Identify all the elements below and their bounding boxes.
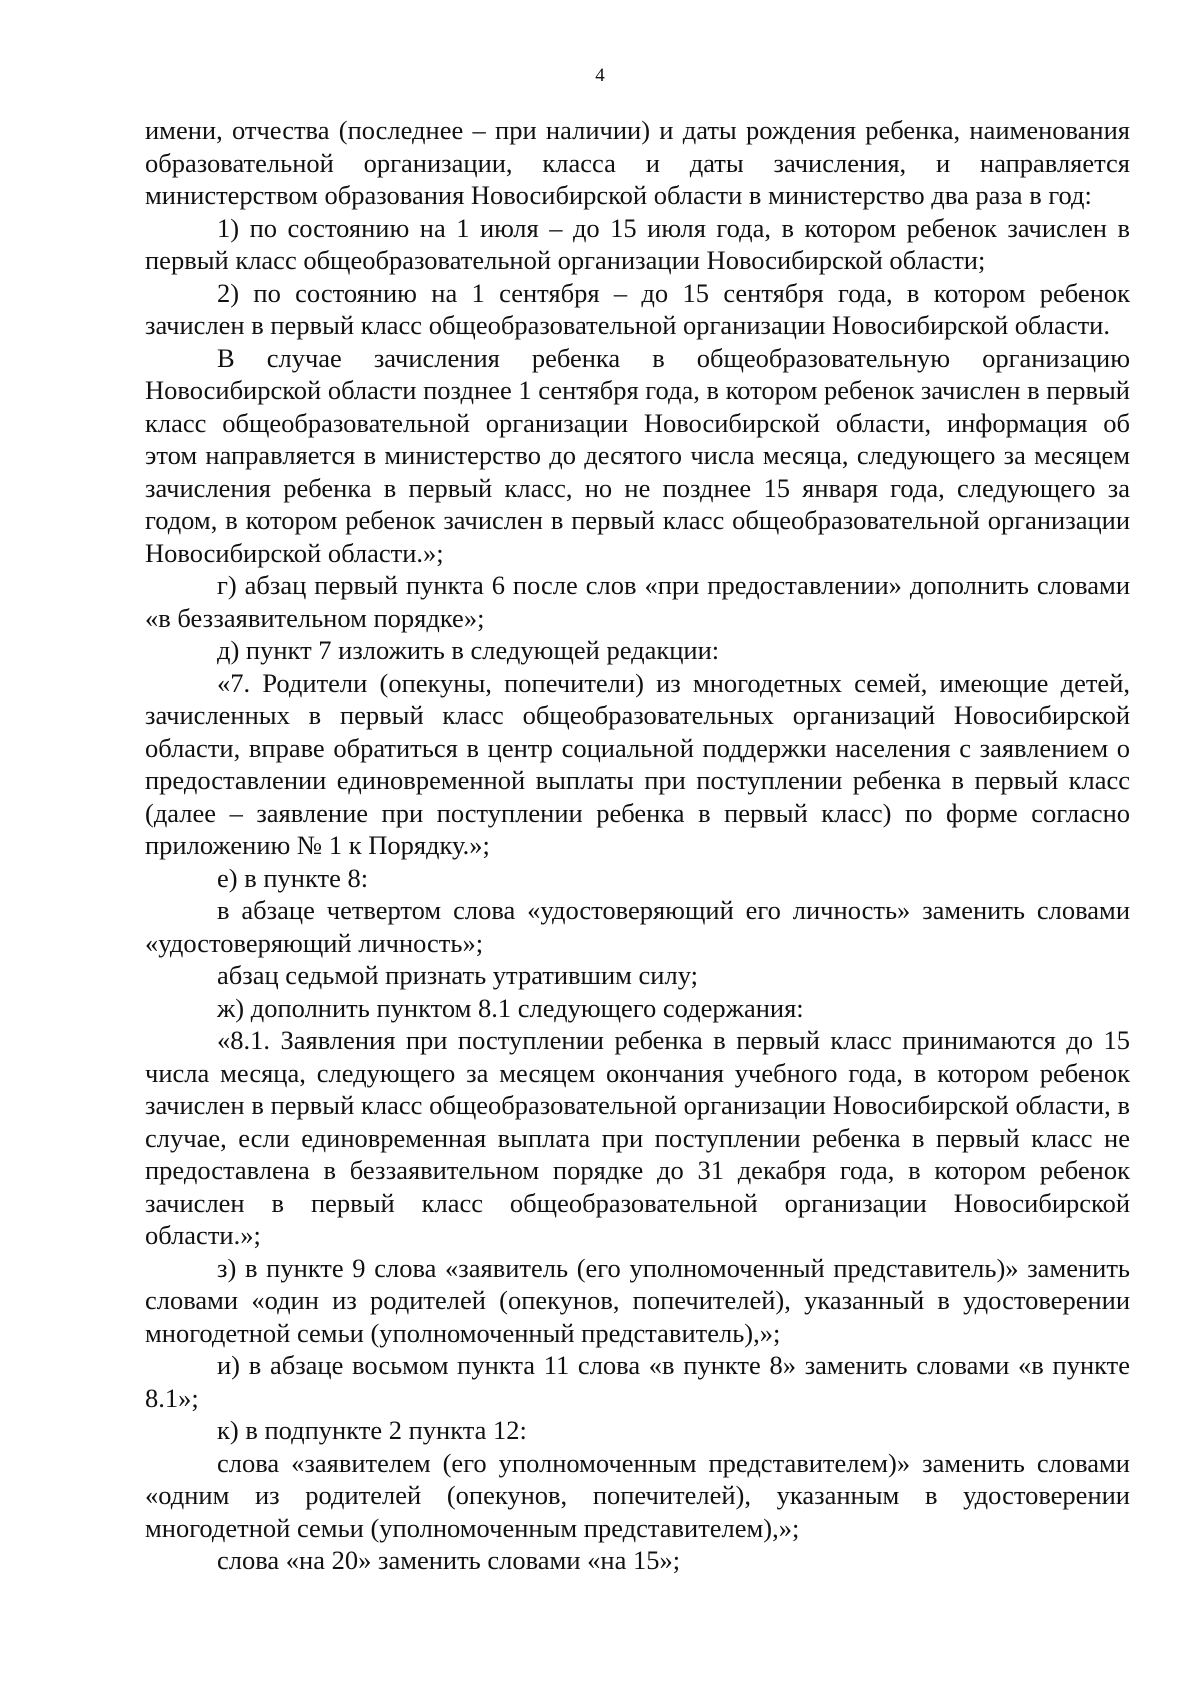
paragraph-clause-8-1: «8.1. Заявления при поступлении ребенка в первый класс принимаются до 15 числа месяца, следующего за месяцем окончания учебного года, в котором ребенок зачислен в первый класс общеобразовательной организации Новосибирской области, в случае, если единовременная выплата при поступлении ребенка в первый класс не предоставлена в беззаявительном порядке до 31 декабря года, в котором ребенок зачислен в первый класс общеобразовательной организации Новосибирской области.»; [145,1025,1130,1250]
paragraph-subitem-g: г) абзац первый пункта 6 после слов «при предоставлении» дополнить словами «в беззаявительном порядке»; [145,570,1130,633]
paragraph-clause-7: «7. Родители (опекуны, попечители) из многодетных семей, имеющие детей, зачисленных в первый класс общеобразовательных организаций Новосибирской области, вправе обратиться в центр социальной поддержки населения с заявлением о предоставлении единовременной выплаты при поступлении ребенка в первый класс (далее – заявление при поступлении ребенка в первый класс) по форме согласно приложению № 1 к Порядку.»; [145,667,1130,860]
paragraph-subitem-e: е) в пункте 8: [217,862,369,893]
paragraph-item-2: 2) по состоянию на 1 сентября – до 15 сентября года, в котором ребенок зачислен в первый класс общеобразовательной организации Новосибирской области. [145,277,1130,340]
paragraph-paragraph-seven: абзац седьмой признать утратившим силу; [217,960,698,990]
paragraph-late-enrollment: В случае зачисления ребенка в общеобразовательную организацию Новосибирской области позднее 1 сентября года, в котором ребенок зачислен в первый класс общеобразовательной организации Новосибирской области, информация об этом направляется в министерство до десятого числа месяца, следующего за месяцем зачисления ребенка в первый класс, но не позднее 15 января года, следующего за годом, в котором ребенок зачислен в первый класс общеобразовательной организации Новосибирской области.»; [145,342,1130,568]
paragraph-subitem-k: к) в подпункте 2 пункта 12: [217,1415,527,1445]
paragraph-item-1: 1) по состоянию на 1 июля – до 15 июля года, в котором ребенок зачислен в первый класс общеобразовательной организации Новосибирской области; [145,212,1130,275]
paragraph-continuation: имени, отчества (последнее – при наличии) и даты рождения ребенка, наименования образовательной организации, класса и даты зачисления, и направляется министерством образования Новосибирской области в министерство два раза в год: [145,115,1130,210]
paragraph-subitem-i: и) в абзаце восьмом пункта 11 слова «в пункте 8» заменить словами «в пункте 8.1»; [145,1350,1130,1413]
document-body [145,114,1130,1577]
paragraph-paragraph-four: в абзаце четвертом слова «удостоверяющий его личность» заменить словами «удостоверяющий личность»; [145,895,1130,958]
paragraph-words-20: слова «на 20» заменить словами «на 15»; [217,1545,681,1575]
paragraph-subitem-z: з) в пункте 9 слова «заявитель (его уполномоченный представитель)» заменить словами «один из родителей (опекунов, попечителей), указанный в удостоверении многодетной семьи (уполномоченный представитель),»; [145,1252,1130,1348]
paragraph-words-applicant: слова «заявителем (его уполномоченным представителем)» заменить словами «одним из родителей (опекунов, попечителей), указанным в удостоверении многодетной семьи (уполномоченным представителем),»; [145,1447,1130,1543]
paragraph-subitem-d: д) пункт 7 изложить в следующей редакции: [217,635,720,665]
paragraph-subitem-zh: ж) дополнить пунктом 8.1 следующего содержания: [217,992,804,1023]
page-number: 4 [595,65,605,86]
